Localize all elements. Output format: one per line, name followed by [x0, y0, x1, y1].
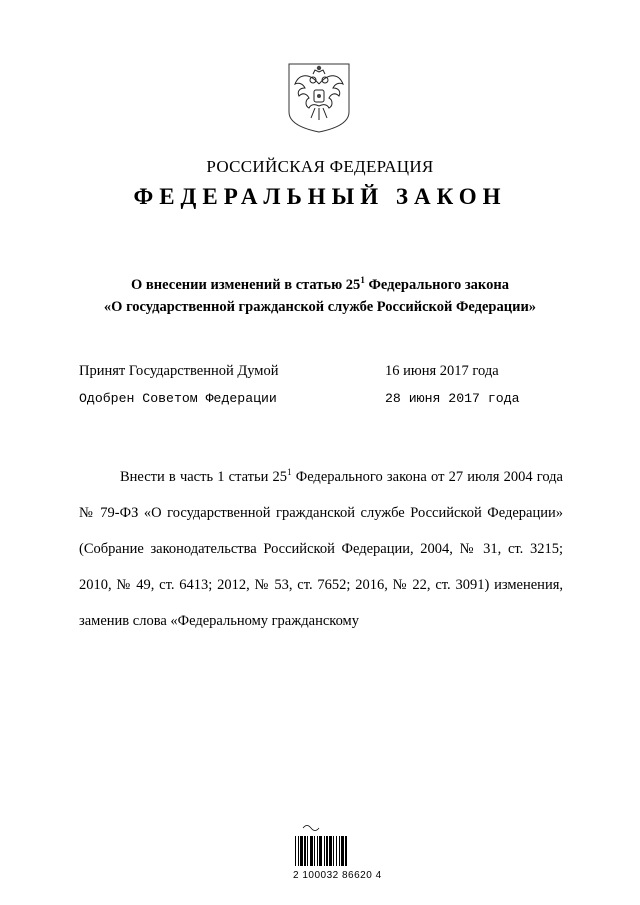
barcode: [293, 822, 382, 881]
body-paragraph: Внести в часть 1 статьи $25^1$ Федерального закона от 27 июля 2004 года № 79-ФЗ «О государственной гражданской службе Российской Федерации» (Собрание законодательства Российской Федерации, 2004, № 31, ст. 3215; 2010, № 49, ст. 6413; 2012, № 53, ст. 7652; 2016, № 22, ст. 3091) изменения, заменив слова «Федеральному гражданскому: [79, 467, 563, 629]
duma-date: 16 июня 2017 года: [385, 363, 499, 379]
barcode-icon: [293, 822, 367, 868]
title-superscript: 1: [360, 275, 365, 286]
law-title-line-1: О внесении изменений в статью $25^1$ Федерального закона: [131, 275, 509, 293]
barcode-number: 2 100032 86620 4: [293, 870, 382, 881]
country-name: РОССИЙСКАЯ ФЕДЕРАЦИЯ: [206, 157, 434, 176]
document-type: ФЕДЕРАЛЬНЫЙ ЗАКОН: [133, 184, 507, 209]
council-date: 28 июня 2017 года: [385, 391, 520, 406]
law-title-line-2: «О государственной гражданской службе Российской Федерации»: [103, 299, 537, 315]
council-label: Одобрен Советом Федерации: [79, 391, 277, 406]
duma-label: Принят Государственной Думой: [79, 363, 279, 379]
law-title: [0, 274, 640, 318]
russian-coat-of-arms-icon: [287, 62, 351, 134]
body-superscript: 1: [287, 467, 292, 478]
